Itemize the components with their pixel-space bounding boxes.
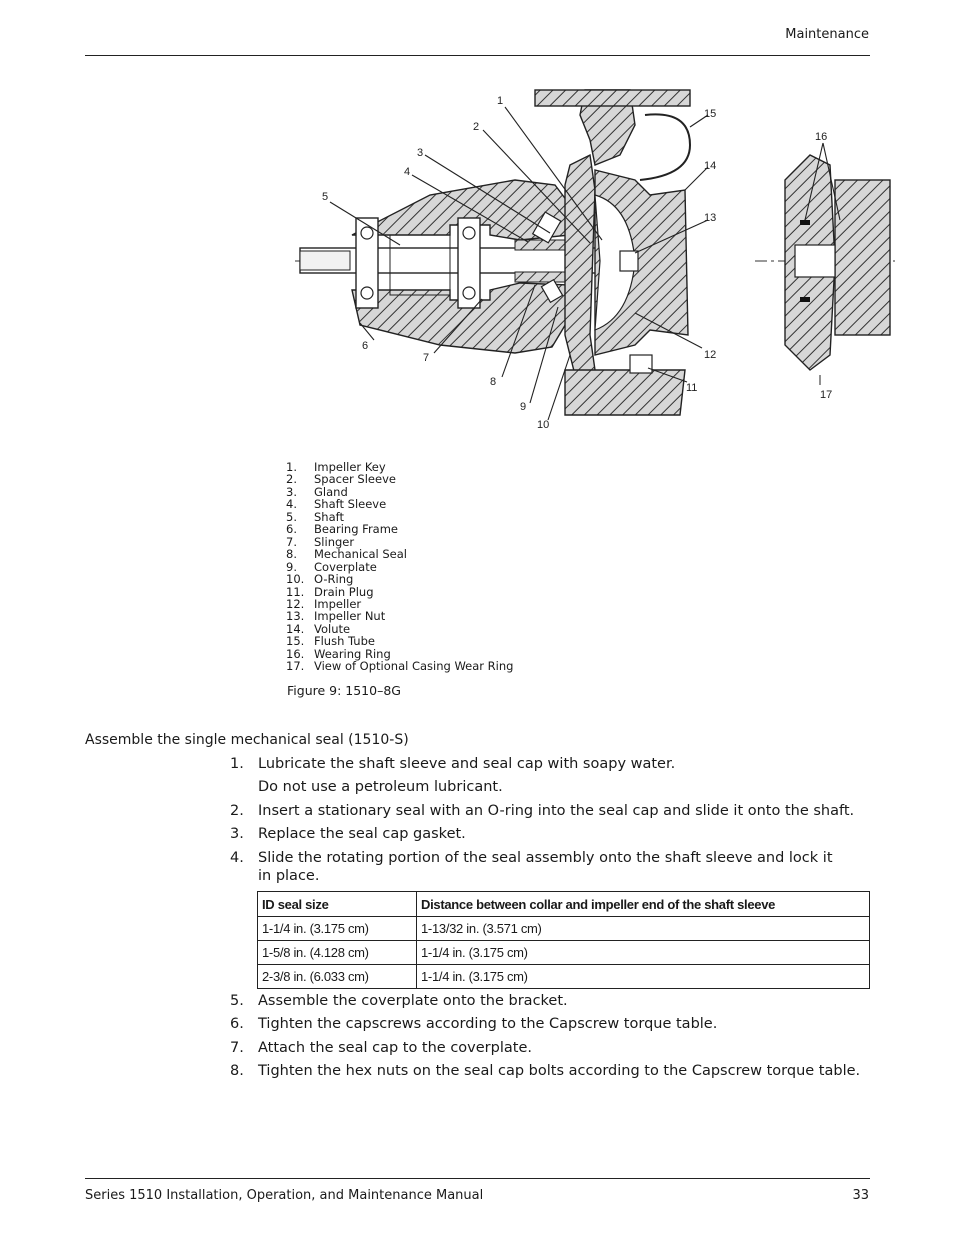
step-text: Tighten the hex nuts on the seal cap bolts according to the Capscrew torque table. <box>258 1063 861 1079</box>
wear-ring-view-volute <box>835 180 890 335</box>
legend-item: 11. Drain Plug <box>286 584 374 599</box>
table-row <box>258 917 870 941</box>
callout-12: 12 <box>704 349 717 361</box>
step-text: Slide the rotating portion of the seal assembly onto the shaft sleeve and lock it in place. <box>258 850 833 884</box>
impeller-nut-shape <box>620 251 638 271</box>
table-header-cell: Distance between collar and impeller end of the shaft sleeve <box>417 892 870 917</box>
table-cell: 1-13/32 in. (3.571 cm) <box>417 917 870 941</box>
step-text: Insert a stationary seal with an O-ring into the seal cap and slide it onto the shaft. <box>258 803 855 819</box>
table-header-cell: ID seal size <box>258 892 417 917</box>
figure-legend <box>286 461 513 673</box>
legend-item: 15. Flush Tube <box>286 634 375 649</box>
inboard-bearing <box>458 218 480 308</box>
legend-item: 8. Mechanical Seal <box>286 547 407 562</box>
callout-2: 2 <box>473 121 480 133</box>
running-header: Maintenance <box>785 27 869 42</box>
step-number: 2. <box>230 803 244 819</box>
callout-7: 7 <box>423 352 430 364</box>
step-text: Attach the seal cap to the coverplate. <box>258 1040 532 1056</box>
step-text: Tighten the capscrews according to the Capscrew torque table. <box>258 1016 718 1032</box>
callout-3: 3 <box>417 147 424 159</box>
callout-5: 5 <box>322 191 329 203</box>
step-number: 6. <box>230 1016 244 1032</box>
legend-item: 17. View of Optional Casing Wear Ring <box>286 659 514 674</box>
table-cell: 1-1/4 in. (3.175 cm) <box>258 917 417 941</box>
callout-1: 1 <box>497 95 504 107</box>
legend-item: 14. Volute <box>286 621 351 636</box>
step-number: 8. <box>230 1063 244 1079</box>
legend-item: 2. Spacer Sleeve <box>286 472 396 487</box>
section-heading: Assemble the single mechanical seal (1510-S) <box>85 732 409 748</box>
wear-ring-mark <box>800 297 810 302</box>
callout-16: 16 <box>815 131 828 143</box>
step-text: Assemble the coverplate onto the bracket. <box>258 993 568 1009</box>
legend-item: 16. Wearing Ring <box>286 646 391 661</box>
table-row <box>258 941 870 965</box>
legend-item: 3. Gland <box>286 484 348 499</box>
callout-6: 6 <box>362 340 369 352</box>
callout-4: 4 <box>404 166 411 178</box>
step-text: Lubricate the shaft sleeve and seal cap with soapy water. <box>258 756 676 772</box>
legend-item: 1. Impeller Key <box>286 460 386 474</box>
table-header-row <box>258 892 870 917</box>
callout-14: 14 <box>704 160 717 172</box>
step-number: 5. <box>230 993 244 1009</box>
table-row <box>258 965 870 989</box>
pump-diagram <box>290 85 910 445</box>
coverplate-shape <box>565 155 595 375</box>
legend-item: 5. Shaft <box>286 509 344 524</box>
callout-9: 9 <box>520 401 527 413</box>
step-number: 4. <box>230 850 244 866</box>
callout-8: 8 <box>490 376 497 388</box>
table-cell: 1-5/8 in. (4.128 cm) <box>258 941 417 965</box>
step-number: 7. <box>230 1040 244 1056</box>
callout-11: 11 <box>686 382 698 394</box>
legend-item: 10. O-Ring <box>286 572 354 587</box>
legend-item: 4. Shaft Sleeve <box>286 497 387 512</box>
drain-plug-shape <box>630 355 652 373</box>
shaft-end-shape <box>300 251 350 270</box>
flush-tube-shape <box>640 114 690 180</box>
pump-cross-section-figure <box>290 85 910 445</box>
footer-manual-title: Series 1510 Installation, Operation, and Maintenance Manual <box>85 1188 484 1203</box>
volute-foot <box>565 370 685 415</box>
legend-item: 6. Bearing Frame <box>286 522 399 537</box>
footer-rule <box>85 1178 870 1179</box>
step-number: 1. <box>230 756 244 772</box>
figure-caption: Figure 9: 1510–8G <box>287 683 401 698</box>
table-cell: 1-1/4 in. (3.175 cm) <box>417 941 870 965</box>
table-cell: 1-1/4 in. (3.175 cm) <box>417 965 870 989</box>
callout-10: 10 <box>537 419 550 431</box>
seal-size-table <box>257 891 870 989</box>
callout-13: 13 <box>704 212 717 224</box>
header-rule <box>85 55 870 56</box>
legend-item: 7. Slinger <box>286 534 355 549</box>
outboard-bearing <box>356 218 378 308</box>
table-cell: 2-3/8 in. (6.033 cm) <box>258 965 417 989</box>
page-number: 33 <box>852 1188 869 1203</box>
discharge-flange <box>535 90 690 106</box>
step-note: Do not use a petroleum lubricant. <box>258 779 503 795</box>
wear-ring-mark <box>800 220 810 225</box>
legend-item: 9. Coverplate <box>286 559 377 574</box>
legend-item: 12. Impeller <box>286 596 362 611</box>
step-text: Replace the seal cap gasket. <box>258 826 466 842</box>
wear-ring-view-hub <box>795 245 835 277</box>
callout-17: 17 <box>820 389 833 401</box>
step-number: 3. <box>230 826 244 842</box>
legend-item: 13. Impeller Nut <box>286 609 386 624</box>
callout-15: 15 <box>704 108 717 120</box>
